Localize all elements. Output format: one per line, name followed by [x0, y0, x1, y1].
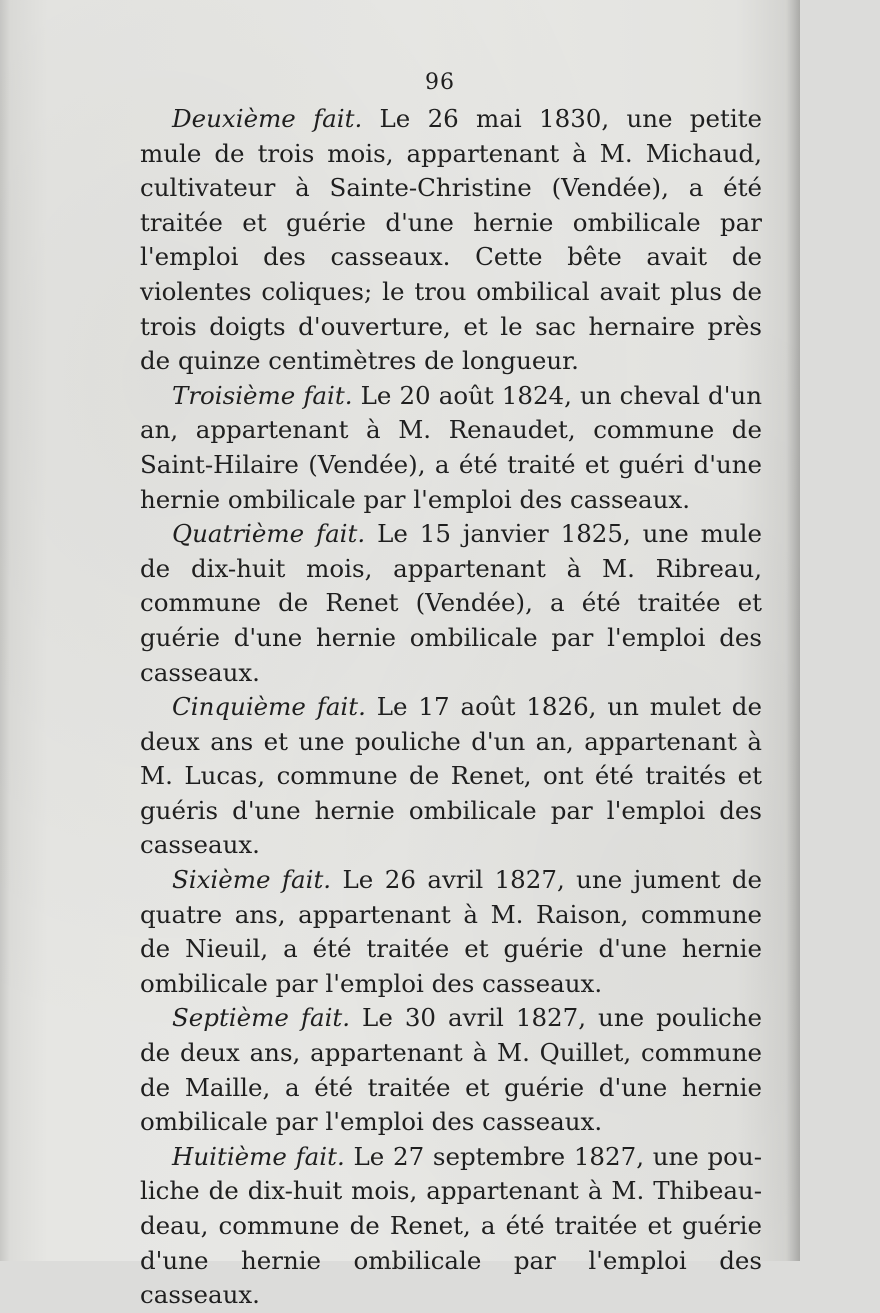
paragraph-heading: Deuxième fait. [172, 104, 363, 133]
paragraph-heading: Cinquième fait. [172, 692, 366, 722]
paragraph-body: Le 26 avril 1827, une jument de quatre ans, appartenant à M. Raison, commune de Nieuil, a été traitée et guérie d'une hernie ombilicale par l'emploi des casseaux. [140, 865, 763, 998]
paragraph-septieme-fait [140, 1001, 762, 1139]
paragraph-cinquieme-fait [140, 690, 762, 863]
paragraph-body: Le 30 avril 1827, une pouliche de deux ans, appartenant à M. Quillet, commune de Maille, a été traitée et guérie d'une hernie ombilicale par l'emploi des casseaux. [140, 1003, 762, 1137]
paragraph-body: Le 15 janvier 1825, une mule de dix-huit mois, appartenant à M. Ribreau, commune de Renet (Vendée), a été traitée et guérie d'une hernie ombilicale par l'emploi des casseaux. [140, 519, 762, 687]
paragraph-heading: Sixième fait. [172, 865, 332, 895]
paragraph-quatrieme-fait [140, 517, 762, 690]
paragraph-body: Le 27 septembre 1827, une pouliche de dix-huit mois, appartenant à M. Thibeaudeau, commune de Renet, a été traitée et guérie d'une hernie ombilicale par l'emploi des casseaux. [140, 1141, 762, 1310]
paragraph-heading: Quatrième fait. [172, 519, 366, 549]
paragraph-body: Le 20 août 1824, un cheval d'un an, appartenant à M. Renaudet, commune de Saint-Hilaire (Vendée), a été traité et guéri d'une hernie ombilicale par l'emploi des casseaux. [140, 380, 762, 514]
paragraph-huitieme-fait [140, 1140, 762, 1313]
paragraph-troisieme-fait [140, 379, 762, 517]
paragraph-heading: Troisième fait. [172, 380, 353, 410]
body-text [140, 102, 762, 1313]
page-left-shadow [0, 0, 10, 1261]
page-right-shadow [786, 0, 800, 1261]
paragraph-body: Le 17 août 1826, un mulet de deux ans et une pouliche d'un an, appartenant à M. Lucas, commune de Renet, ont été traités et guéris d'une hernie ombilicale par l'emploi des casseaux. [140, 692, 762, 860]
paragraph-body: Le 26 mai 1830, une petite mule de trois mois, appartenant à M. Michaud, cultivateur à Sainte-Christine (Vendée), a été traitée et guérie d'une hernie ombilicale par l'emploi des casseaux. Cette bête avait de violentes coliques; le trou ombilical avait plus de trois doigts d'ouverture, et le sac hernaire près de quinze centimètres de longueur. [140, 104, 762, 376]
paragraph-sixieme-fait [140, 863, 762, 1001]
paragraph-heading: Huitième fait. [172, 1141, 345, 1171]
paragraph-deuxieme-fait [140, 102, 762, 379]
page-number: 96 [425, 70, 455, 95]
paragraph-heading: Septième fait. [172, 1003, 351, 1033]
